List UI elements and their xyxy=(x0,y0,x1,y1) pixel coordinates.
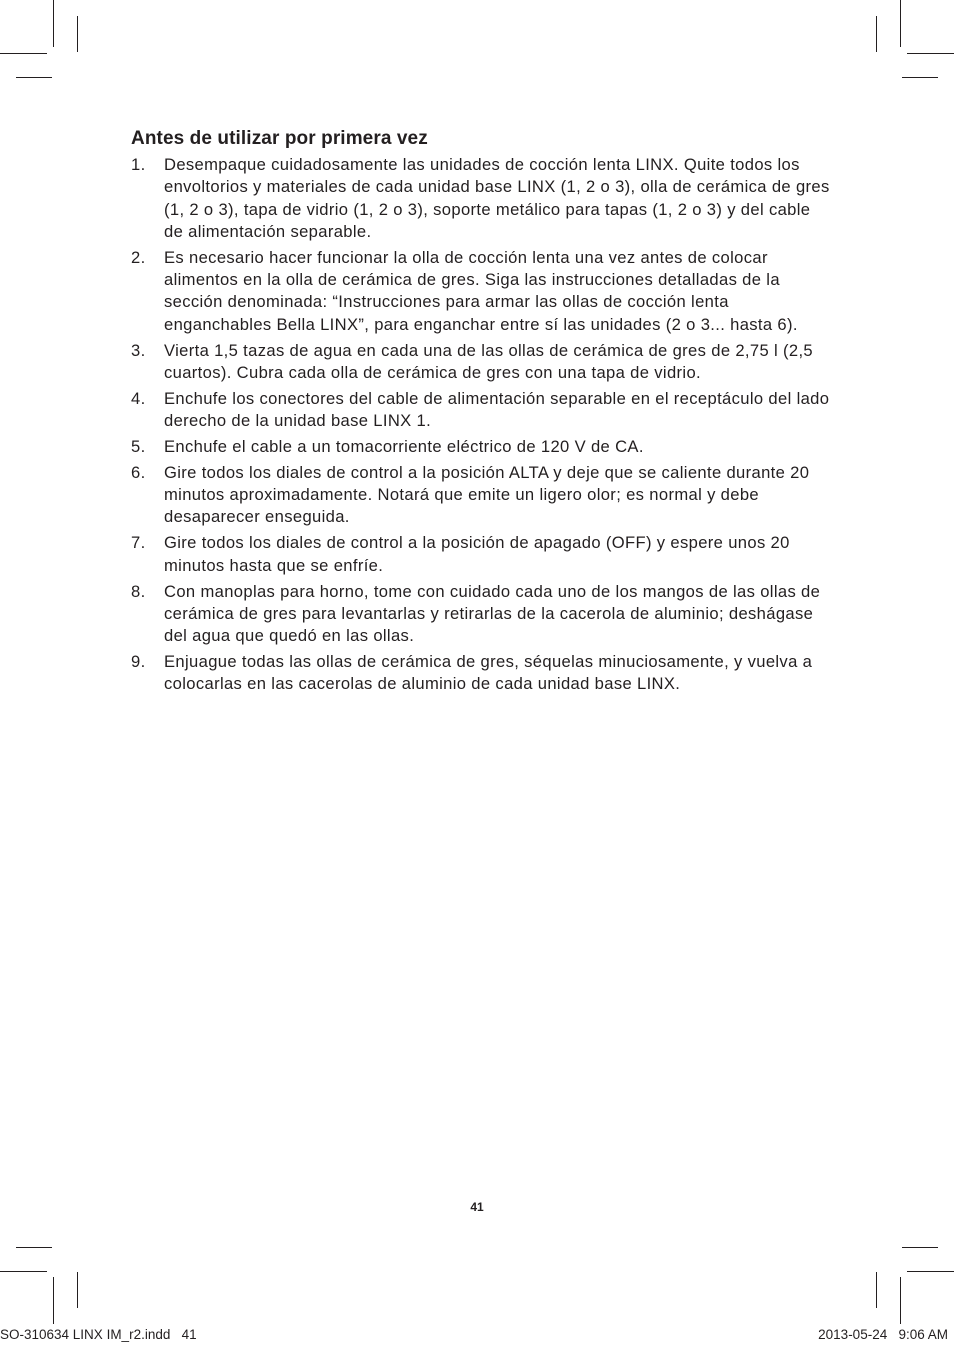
crop-mark xyxy=(16,1247,52,1248)
crop-mark xyxy=(907,1271,954,1272)
crop-mark xyxy=(907,53,954,54)
crop-mark xyxy=(902,1247,938,1248)
crop-mark xyxy=(16,77,52,78)
crop-mark xyxy=(902,77,938,78)
step-number: 9. xyxy=(131,651,146,671)
section-heading: Antes de utilizar por primera vez xyxy=(131,128,428,149)
crop-mark xyxy=(0,53,47,54)
steps-list xyxy=(131,154,831,696)
crop-mark xyxy=(0,1271,47,1272)
step-text: Gire todos los diales de control a la posición de apagado (OFF) y espere unos 20 minutos hasta que se enfríe. xyxy=(164,533,790,575)
crop-mark xyxy=(77,1272,78,1308)
step-text: Vierta 1,5 tazas de agua en cada una de las ollas de cerámica de gres de 2,75 l (2,5 cuartos). Cubra cada olla de cerámica de gres con una tapa de vidrio. xyxy=(164,340,813,382)
step-number: 6. xyxy=(131,462,146,482)
slug-file-name: SO-310634 LINX IM_r2.indd 41 xyxy=(0,1327,197,1342)
step-text: Desempaque cuidadosamente las unidades de cocción lenta LINX. Quite todos los envoltorios y materiales de cada unidad base LINX (1, 2 o 3), olla de cerámica de gres (1, 2 o 3), tapa de vidrio (1, 2 o 3), soporte metálico para tapas (1, 2 o 3) y del cable de alimentación separable. xyxy=(164,155,830,241)
step-number: 1. xyxy=(131,155,146,174)
crop-mark xyxy=(876,1272,877,1308)
list-item xyxy=(131,340,831,385)
list-item xyxy=(131,581,831,648)
crop-mark xyxy=(53,0,54,47)
step-text: Con manoplas para horno, tome con cuidado cada uno de los mangos de las ollas de cerámica de gres para levantarlas y retirarlas de la cacerola de aluminio; deshágase del agua que quedó en las ollas. xyxy=(164,581,821,646)
slug-timestamp: 2013-05-24 9:06 AM xyxy=(818,1327,948,1342)
document-body xyxy=(131,127,831,699)
step-number: 5. xyxy=(131,436,146,456)
list-item xyxy=(131,651,831,696)
list-item xyxy=(131,154,831,243)
step-text: Es necesario hacer funcionar la olla de cocción lenta una vez antes de colocar alimentos en la olla de cerámica de gres. Siga las instrucciones detalladas de la sección denominada: “Instrucciones para armar las ollas de cocción lenta enganchables Bella LINX”, para enganchar entre sí las unidades (2 o 3... hasta 6). xyxy=(164,247,798,334)
crop-mark xyxy=(53,1277,54,1324)
list-item xyxy=(131,462,831,529)
step-number: 4. xyxy=(131,388,146,408)
crop-mark xyxy=(77,16,78,52)
page-number: 41 xyxy=(470,1200,484,1214)
step-number: 2. xyxy=(131,247,146,267)
step-text: Enchufe los conectores del cable de alimentación separable en el receptáculo del lado derecho de la unidad base LINX 1. xyxy=(164,388,830,431)
list-item xyxy=(131,436,831,458)
step-number: 3. xyxy=(131,340,146,360)
list-item xyxy=(131,532,831,577)
step-number: 8. xyxy=(131,581,146,601)
crop-mark xyxy=(900,0,901,47)
step-text: Enchufe el cable a un tomacorriente eléctrico de 120 V de CA. xyxy=(164,436,644,456)
crop-mark xyxy=(900,1277,901,1324)
list-item xyxy=(131,247,831,336)
step-text: Enjuague todas las ollas de cerámica de gres, séquelas minuciosamente, y vuelva a colocarlas en las cacerolas de aluminio de cada unidad base LINX. xyxy=(164,651,813,694)
list-item xyxy=(131,388,831,433)
step-number: 7. xyxy=(131,533,146,553)
step-text: Gire todos los diales de control a la posición ALTA y deje que se caliente durante 20 minutos aproximadamente. Notará que emite un ligero olor; es normal y debe desaparecer enseguida. xyxy=(164,462,810,527)
crop-mark xyxy=(876,16,877,52)
